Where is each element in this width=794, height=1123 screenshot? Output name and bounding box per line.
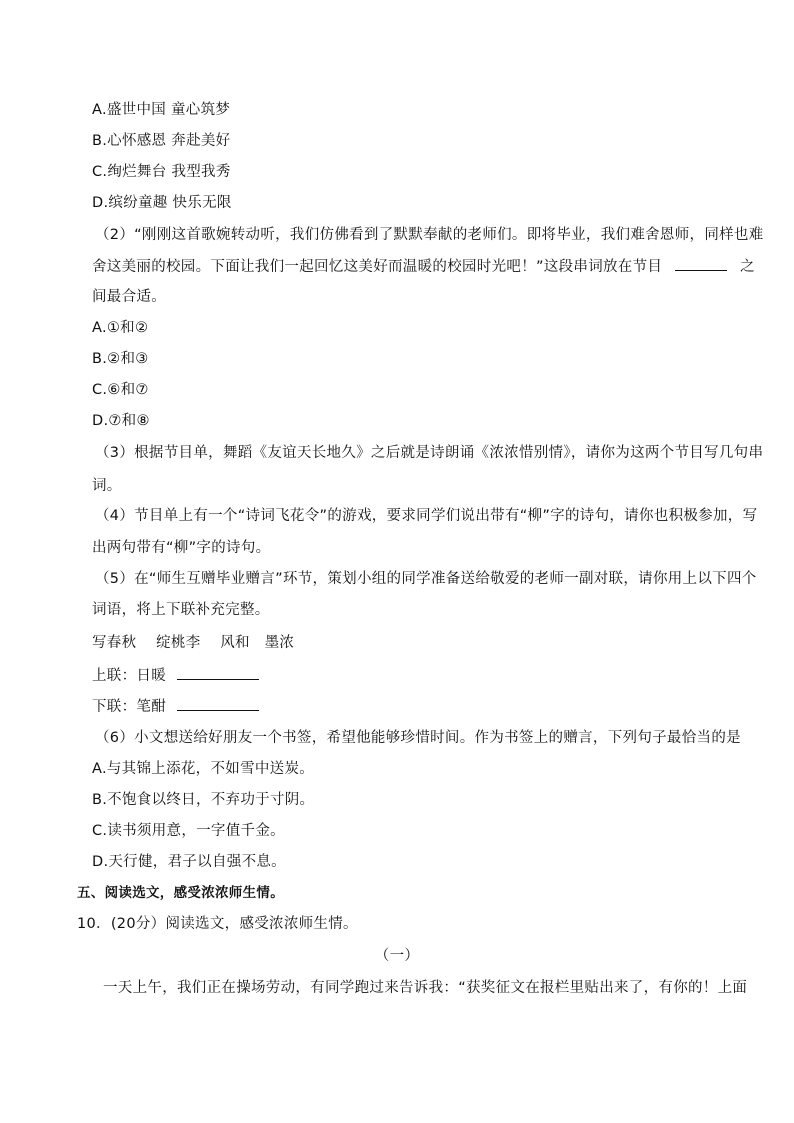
upper-couplet [92, 665, 259, 686]
question-10: 10．(20分）阅读选文，感受浓浓师生情。 [77, 916, 358, 932]
q9-2-line2-tail: 之 [740, 259, 755, 275]
option-d: D.⑦和⑧ [92, 413, 150, 429]
option-d: D.缤纷童趣 快乐无限 [92, 195, 232, 211]
option-b: B.心怀感恩 奔赴美好 [92, 133, 231, 149]
option-c: C.读书须用意，一字值千金。 [92, 823, 285, 839]
option-a: A.①和② [92, 320, 149, 336]
answer-blank [177, 696, 259, 711]
answer-blank [177, 665, 259, 680]
answer-blank [675, 256, 727, 271]
section-heading: 五、阅读选文，感受浓浓师生情。 [77, 885, 284, 901]
lower-couplet-label: 下联：笔酣 [92, 699, 166, 715]
option-c: C.⑥和⑦ [92, 382, 149, 398]
q9-3-line2: 词。 [92, 478, 122, 494]
passage-heading: （一） [374, 948, 420, 964]
q9-3-line1: （3）根据节目单，舞蹈《友谊天长地久》之后就是诗朗诵《浓浓惜别情》，请你为这两个节目写几句串 [95, 445, 764, 461]
lower-couplet [92, 696, 259, 717]
q9-4-line2: 出两句带有“柳”字的诗句。 [92, 540, 271, 556]
option-a: A.盛世中国 童心筑梦 [92, 102, 231, 118]
passage-text: 一天上午，我们正在操场劳动，有同学跑过来告诉我：“获奖征文在报栏里贴出来了，有你的！上面 [103, 980, 748, 996]
word-list: 写春秋 绽桃李 风和 墨浓 [92, 635, 295, 651]
q9-5-line2: 词语，将上下联补充完整。 [92, 602, 270, 618]
q9-2-line3: 间最合适。 [92, 289, 166, 305]
q9-4-line1: （4）节目单上有一个“诗词飞花令”的游戏，要求同学们说出带有“柳”字的诗句，请你也积极参加，写 [95, 508, 758, 524]
q9-2-line2-text: 舍这美丽的校园。下面让我们一起回忆这美好而温暖的校园时光吧！”这段串词放在节目 [92, 259, 663, 275]
q9-2-line1: （2）“刚刚这首歌婉转动听，我们仿佛看到了默默奉献的老师们。即将毕业，我们难舍恩师，同样也难 [95, 227, 764, 243]
option-a: A.与其锦上添花，不如雪中送炭。 [92, 761, 315, 777]
upper-couplet-label: 上联：日暖 [92, 668, 166, 684]
q9-6-line1: （6）小文想送给好朋友一个书签，希望他能够珍惜时间。作为书签上的赠言，下列句子最恰当的是 [95, 730, 741, 746]
q9-5-line1: （5）在“师生互赠毕业赠言”环节，策划小组的同学准备送给敬爱的老师一副对联，请你用上以下四个 [95, 571, 757, 587]
option-b: B.②和③ [92, 351, 149, 367]
option-b: B.不饱食以终日，不弃功于寸阴。 [92, 792, 315, 808]
option-c: C.绚烂舞台 我型我秀 [92, 164, 231, 180]
q9-2-line2 [92, 256, 755, 277]
option-d: D.天行健，君子以自强不息。 [92, 854, 286, 870]
